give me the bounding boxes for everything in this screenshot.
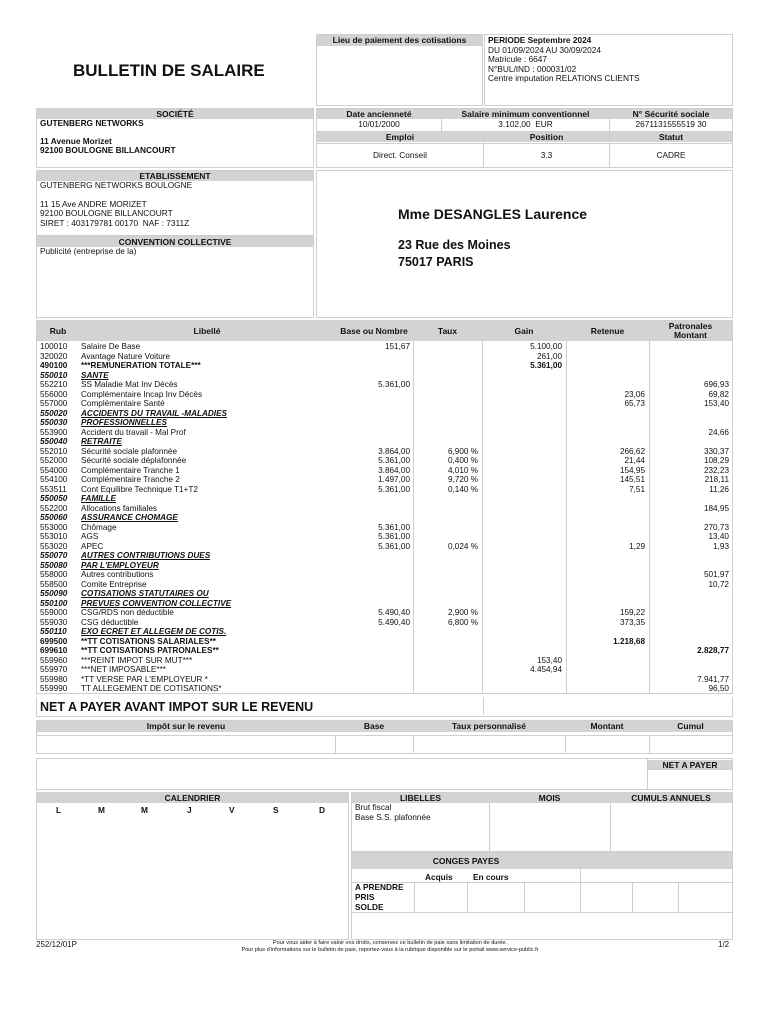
retenue-cell: 373,35 [619,617,645,627]
centre-imputation: Centre imputation RELATIONS CLIENTS [488,73,640,84]
table-row [37,532,732,542]
taux-cell: 0,400 % [447,456,478,465]
periode-box [484,34,733,106]
table-row [37,437,732,447]
rub-cell: 553900 [40,427,68,437]
libelle-cell: EXO ECRET ET ALLEGEM DE COTIS. [81,627,227,636]
societe-address1: 11 Avenue Morizet [40,135,112,146]
taux-cell: 6,900 % [447,446,478,456]
col-retenue: Retenue [590,326,625,336]
base-cell: 5.361,00 [378,380,410,389]
patronal-cell: 218,11 [704,475,729,484]
table-row [37,523,732,533]
taux-cell: 0,140 % [447,484,478,494]
libelle-cell: PROFESSIONNELLES [81,418,167,427]
retenue-cell: 159,22 [619,608,645,617]
conges-acquis: Acquis [425,872,453,882]
table-row [37,608,732,618]
retenue-cell: 154,95 [619,465,645,475]
table-row [37,570,732,580]
cumul-item-base-ss: Base S.S. plafonnée [355,812,431,822]
table-row [37,684,732,694]
libelle-cell: *TT VERSE PAR L'EMPLOYEUR * [81,674,208,684]
retenue-cell: 23,06 [624,389,645,399]
employee-street: 23 Rue des Moines [398,238,511,252]
table-row [37,561,732,571]
libelle-cell: **TT COTISATIONS PATRONALES** [81,646,219,655]
rub-cell: 100010 [40,342,68,351]
libelle-cell: ***REINT IMPOT SUR MUT*** [81,655,193,665]
base-cell: 151,67 [384,342,410,351]
mois-label: MOIS [538,793,561,803]
patronal-cell: 696,93 [703,380,729,389]
rub-cell: 559030 [40,617,68,627]
libelle-cell: ASSURANCE CHOMAGE [81,513,178,522]
table-row [37,342,732,352]
rub-cell: 558000 [40,570,68,579]
impot-montant-label: Montant [590,721,624,731]
footer-note-2: Pour plus d'informations sur le bulletin de paie, reportez-vous à la rubrique disponible sur le portail www.service-public.fr [241,947,539,953]
bulletin-number: N°BUL/IND : 000031/02 [488,63,577,74]
societe-box [36,108,314,168]
retenue-cell: 1,29 [629,541,645,551]
rub-cell: 553010 [40,532,68,541]
position-value: 3.3 [540,150,553,160]
anciennete-value: 10/01/2000 [358,119,400,129]
libelle-cell: ***NET IMPOSABLE*** [81,665,166,674]
rub-cell: 550040 [40,437,68,446]
table-row [37,637,732,647]
rub-cell: 554000 [40,465,68,475]
patronal-cell: 96,50 [708,684,729,693]
footer-note-1: Pour vous aider à faire valoir vos droits, conservez ce bulletin de paie sans limitation de durée. [272,940,508,946]
libelle-cell: Complémentaire Incap Inv Décès [81,389,203,399]
base-cell: 5.361,00 [378,484,410,494]
rub-cell: 550080 [40,560,68,570]
emploi-label: Emploi [317,132,483,142]
base-cell: 3.864,00 [378,446,410,456]
rub-cell: 550020 [40,408,68,418]
patronal-cell: 270,73 [703,522,729,532]
table-row [37,589,732,599]
patronal-cell: 7.941,77 [697,674,729,684]
impot-table [36,720,733,754]
societe-label: SOCIÉTÉ [37,109,313,119]
lieu-paiement-label: Lieu de paiement des cotisations [317,35,482,46]
retenue-cell: 1.218,68 [613,636,645,646]
rub-cell: 559990 [40,684,68,693]
libelle-cell: Sécurité sociale déplafonnée [81,456,187,465]
table-row [37,580,732,590]
anciennete-label: Date ancienneté [317,109,441,119]
net-avant-impot: NET A PAYER AVANT IMPOT SUR LE REVENU [40,700,314,714]
rub-cell: 558500 [40,579,68,589]
gain-cell: 5.361,00 [530,361,562,370]
rub-cell: 550090 [40,589,68,598]
libelle-cell: ***REMUNERATION TOTALE*** [81,361,201,370]
libelle-cell: SS Maladie Mat Inv Décès [81,380,178,389]
convention-box [36,236,314,318]
col-gain: Gain [514,326,534,336]
retenue-cell: 65,73 [624,399,645,408]
table-row [37,380,732,390]
net-avant-impot-box [36,697,733,717]
gain-cell: 261,00 [536,351,562,361]
convention-label: CONVENTION COLLECTIVE [37,237,313,247]
rub-cell: 557000 [40,399,68,408]
libelle-cell: Autres contributions [81,570,154,579]
retenue-cell: 7,51 [629,484,645,494]
day-wednesday: M [141,805,148,815]
base-cell: 5.361,00 [378,541,410,551]
convention-value: Publicité (entreprise de la) [40,246,137,256]
conges-box [351,852,733,940]
libelle-cell: Salaire De Base [81,342,141,351]
base-cell: 5.361,00 [378,532,410,541]
libelle-cell: ACCIDENTS DU TRAVAIL -MALADIES [81,408,228,418]
rub-cell: 490100 [40,361,68,370]
retenue-cell: 21,44 [624,456,645,465]
payslip-table [36,320,733,694]
day-saturday: S [273,805,279,815]
taux-cell: 9,720 % [447,475,478,484]
table-row [37,646,732,656]
rub-cell: 552000 [40,456,68,465]
base-cell: 1.497,00 [378,475,410,484]
conges-en-cours: En cours [473,872,509,882]
col-libelle: Libellé [193,326,221,336]
table-row [37,399,732,409]
libelle-cell: Accident du travail - Mal Prof [81,427,186,437]
table-row [37,551,732,561]
rub-cell: 553511 [40,484,67,494]
day-monday: L [56,805,62,815]
secu-value: 2671131555519 30 [635,119,707,129]
rub-cell: 699500 [40,636,68,646]
rub-cell: 320020 [40,351,68,361]
rub-cell: 552010 [40,446,68,456]
calendrier-label: CALENDRIER [37,793,348,803]
rub-cell: 559980 [40,674,68,684]
salaire-min-value: 3.102,00 EUR [498,119,553,129]
rub-cell: 559970 [40,665,68,674]
etablissement-address1: 11 15 Ave ANDRE MORIZET [40,198,147,209]
table-row [37,475,732,485]
table-row [37,456,732,466]
rub-cell: 556000 [40,389,68,399]
rub-cell: 552210 [40,380,68,389]
retenue-cell: 266,62 [619,446,645,456]
impot-base-label: Base [363,721,385,731]
etablissement-name: GUTENBERG NETWORKS BOULOGNE [40,180,193,190]
rub-cell: 550110 [40,627,67,636]
etablissement-box [36,170,314,236]
table-rows [37,341,732,693]
table-row [37,494,732,504]
calendar-days [37,805,348,815]
rub-cell: 559960 [40,655,68,665]
statut-label: Statut [610,132,732,142]
patronal-cell: 24,66 [708,427,729,437]
conges-label: CONGES PAYES [432,856,500,866]
table-row [37,418,732,428]
libelle-cell: AUTRES CONTRIBUTIONS DUES [81,551,211,560]
taux-cell: 6,800 % [447,617,478,627]
rub-cell: 553020 [40,541,68,551]
gain-cell: 4.454,94 [530,665,562,674]
col-taux: Taux [437,326,458,336]
base-cell: 5.490,40 [378,608,410,617]
societe-address2: 92100 BOULOGNE BILLANCOURT [40,145,176,156]
taux-cell: 2,900 % [447,608,478,617]
libelle-cell: Complémentaire Santé [81,399,165,408]
libelle-cell: Complémentaire Tranche 2 [81,475,180,484]
patronal-cell: 232,23 [703,465,729,475]
libelle-cell: SANTE [81,370,109,380]
col-base: Base ou Nombre [340,326,408,336]
patronal-cell: 184,95 [703,503,729,513]
rub-cell: 550070 [40,551,68,560]
footer-ref: 252/12/01P [36,940,77,949]
table-row [37,390,732,400]
libelle-cell: Chômage [81,522,117,532]
rub-cell: 550030 [40,418,68,427]
libelle-cell: Allocations familiales [81,503,157,513]
table-row [37,361,732,371]
salaire-min-label: Salaire minimum conventionnel [442,109,609,119]
rub-cell: 554100 [40,475,68,484]
patronal-cell: 108,29 [703,456,729,465]
table-row [37,485,732,495]
table-row [37,466,732,476]
rub-cell: 559000 [40,608,68,617]
cumuls-annuels-label: CUMULS ANNUELS [631,793,711,803]
rub-cell: 550050 [40,494,68,503]
libelle-cell: COTISATIONS STATUTAIRES OU [81,589,209,598]
base-cell: 5.490,40 [378,617,410,627]
table-row [37,409,732,419]
libelle-cell: Cont Equilibre Technique T1+T2 [81,484,198,494]
table-row [37,352,732,362]
base-cell: 5.361,00 [378,456,410,465]
calendrier-box [36,792,349,940]
conges-a-prendre: A PRENDRE [355,882,404,892]
etablissement-label: ETABLISSEMENT [37,171,313,181]
table-row [37,371,732,381]
rub-cell: 699610 [40,646,68,655]
libelles-label: LIBELLES [399,793,442,803]
patronal-cell: 11,26 [709,484,729,494]
table-row [37,627,732,637]
rub-cell: 550100 [40,598,68,608]
impot-taux-label: Taux personnalisé [451,721,526,731]
position-label: Position [484,132,609,142]
patronal-cell: 1,93 [713,541,729,551]
matricule: Matricule : 6647 [488,54,548,65]
taux-cell: 0,024 % [447,541,478,551]
libelle-cell: PREVUES CONVENTION COLLECTIVE [81,598,232,608]
libelle-cell: TT ALLEGEMENT DE COTISATIONS* [81,684,222,693]
document-title: BULLETIN DE SALAIRE [73,61,265,80]
day-friday: V [229,805,235,815]
libelle-cell: AGS [81,532,99,541]
patronal-cell: 13,40 [708,532,729,541]
siret: SIRET : 403179781 00170 NAF : 7311Z [40,217,190,228]
gain-cell: 153,40 [536,655,562,665]
patronal-cell: 153,40 [703,399,729,408]
table-row [37,428,732,438]
societe-name: GUTENBERG NETWORKS [40,118,144,128]
etablissement-address2: 92100 BOULOGNE BILLANCOURT [40,208,173,219]
rub-cell: 550060 [40,513,68,522]
rub-cell: 550010 [40,370,68,380]
table-row [37,618,732,628]
table-row [37,656,732,666]
patronal-cell: 2.828,77 [697,646,729,655]
libelle-cell: Avantage Nature Voiture [81,351,171,361]
rub-cell: 553000 [40,522,68,532]
taux-cell: 4,010 % [447,465,478,475]
patronal-cell: 69,82 [708,389,729,399]
col-rub: Rub [49,326,67,336]
employee-city: 75017 PARIS [398,255,474,269]
cumuls-box [351,792,733,852]
impot-cumul-label: Cumul [677,721,704,731]
statut-value: CADRE [656,150,686,160]
periode-label: PERIODE Septembre 2024 [488,35,592,45]
secu-label: N° Sécurité sociale [610,109,732,119]
day-tuesday: M [98,805,105,815]
patronal-cell: 10,72 [708,579,729,589]
table-row [37,447,732,457]
base-cell: 5.361,00 [378,522,410,532]
col-patronales: Patronales [668,321,713,331]
libelle-cell: Complémentaire Tranche 1 [81,465,180,475]
footer-page: 1/2 [718,940,730,949]
employee-name: Mme DESANGLES Laurence [398,206,588,222]
conges-solde: SOLDE [355,902,384,912]
libelle-cell: PAR L'EMPLOYEUR [81,560,159,570]
table-row [37,513,732,523]
emploi-value: Direct. Conseil [373,150,427,160]
periode-dates: DU 01/09/2024 AU 30/09/2024 [488,44,602,55]
libelle-cell: CSG déductible [81,617,139,627]
retenue-cell: 145,51 [619,475,645,484]
libelle-cell: APEC [81,541,104,551]
day-thursday: J [187,805,192,815]
patronal-cell: 330,37 [703,446,729,456]
table-row [37,665,732,675]
libelle-cell: CSG/RDS non déductible [81,608,174,617]
base-cell: 3.864,00 [378,465,410,475]
libelle-cell: Comite Entreprise [81,579,147,589]
employment-info-grid [316,108,733,168]
cumul-item-brut-fiscal: Brut fiscal [355,802,392,812]
employee-address-box [316,170,733,318]
table-row [37,542,732,552]
gain-cell: 5.100,00 [530,342,562,351]
libelle-cell: Sécurité sociale plafonnée [81,446,178,456]
conges-pris: PRIS [355,892,375,902]
libelle-cell: RETRAITE [81,437,122,446]
net-a-payer-box [36,758,733,790]
net-a-payer-label: NET A PAYER [648,760,732,770]
libelle-cell: **TT COTISATIONS SALARIALES** [81,636,216,646]
day-sunday: D [319,805,325,815]
table-row [37,599,732,609]
lieu-paiement-box [316,34,483,106]
table-row [37,675,732,685]
libelle-cell: FAMILLE [81,494,117,503]
table-row [37,504,732,514]
patronal-cell: 501,97 [703,570,729,579]
col-montant: Montant [673,330,708,340]
rub-cell: 552200 [40,503,68,513]
impot-label: Impôt sur le revenu [146,721,226,731]
